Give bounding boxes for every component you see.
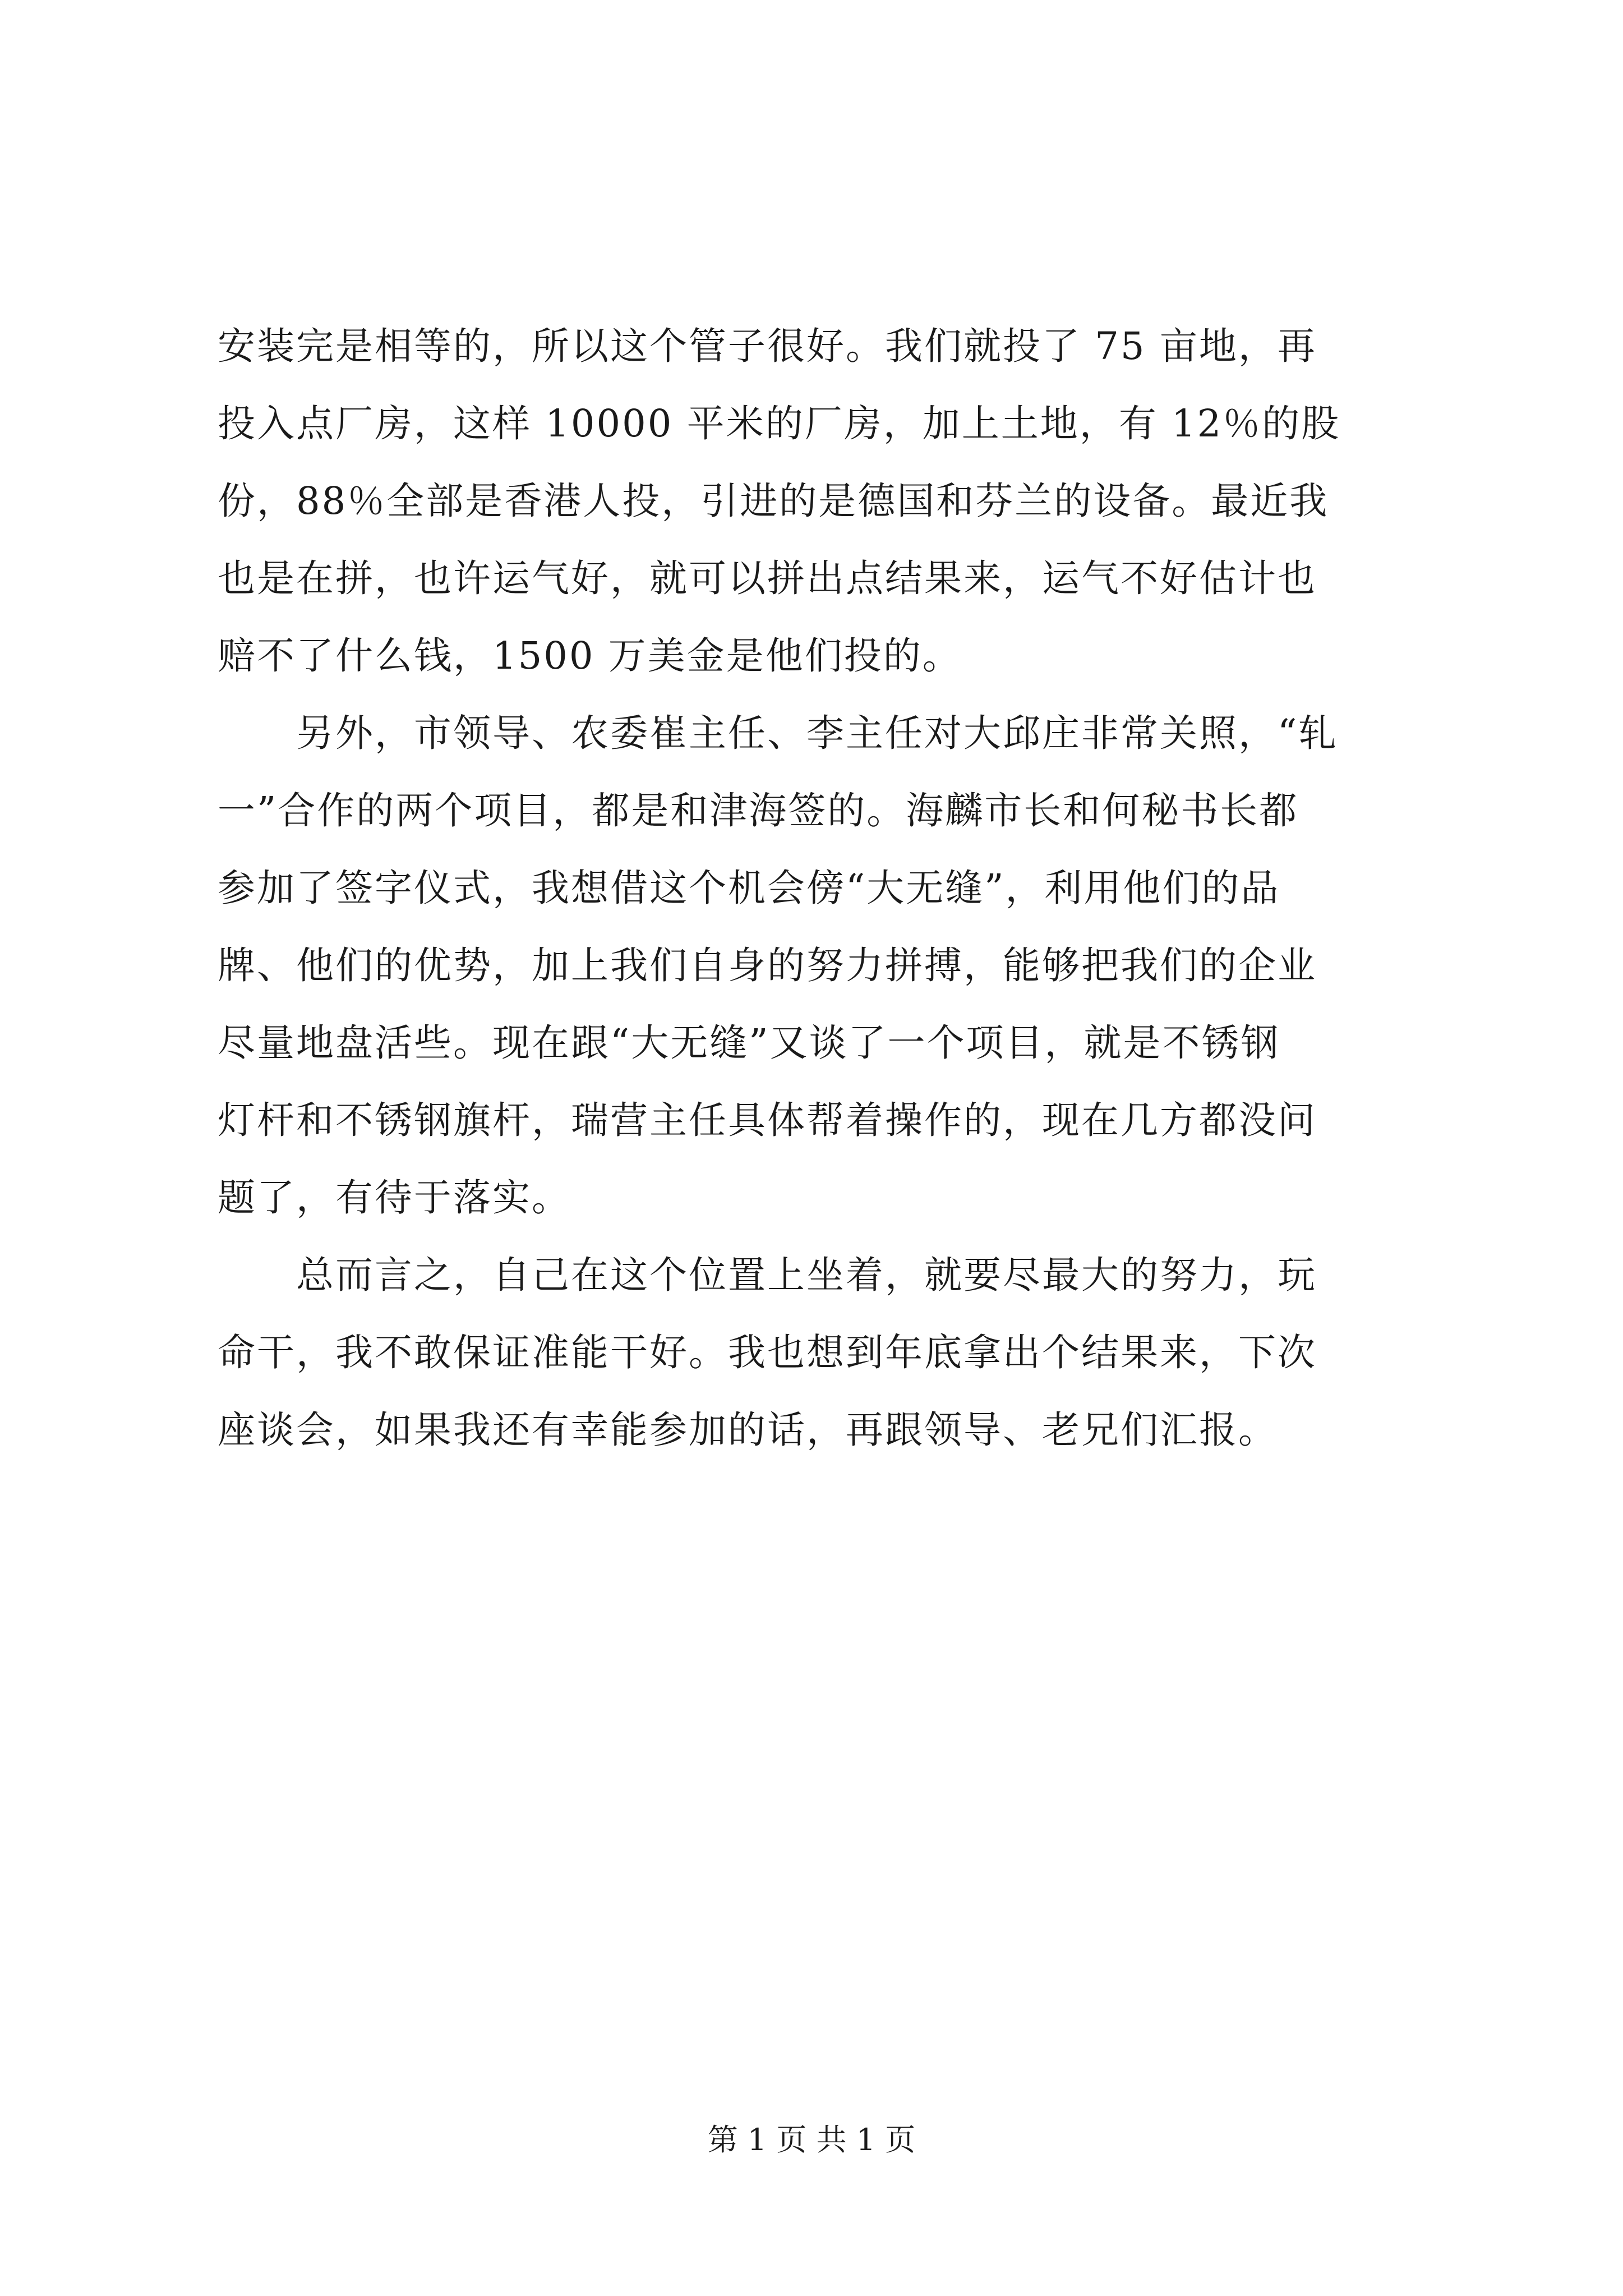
text-line: 尽量地盘活些。现在跟“大无缝”又谈了一个项目，就是不锈钢 — [218, 1021, 1280, 1065]
paragraph — [218, 307, 1423, 694]
text-line: 命干，我不敢保证准能干好。我也想到年底拿出个结果来，下次 — [218, 1331, 1317, 1374]
page-footer: 第 1 页 共 1 页 — [707, 2122, 916, 2157]
text-line: 座谈会，如果我还有幸能参加的话，再跟领导、老兄们汇报。 — [218, 1408, 1278, 1452]
text-line: 总而言之，自己在这个位置上坐着，就要尽最大的努力，玩 — [296, 1253, 1317, 1297]
text-line: 牌、他们的优势，加上我们自身的努力拼搏，能够把我们的企业 — [218, 944, 1317, 987]
text-line: 份，88％全部是香港人投，引进的是德国和芬兰的设备。最近我 — [218, 479, 1329, 523]
text-line: 灯杆和不锈钢旗杆，瑞营主任具体帮着操作的，现在几方都没问 — [218, 1098, 1317, 1142]
text-line: 赔不了什么钱，1500 万美金是他们投的。 — [218, 634, 962, 678]
paragraph — [218, 1236, 1423, 1469]
text-line: 安装完是相等的，所以这个管子很好。我们就投了 75 亩地，再 — [218, 324, 1317, 368]
text-line: 一”合作的两个项目，都是和津海签的。海麟市长和何秘书长都 — [218, 789, 1299, 832]
text-line: 另外，市领导、农委崔主任、李主任对大邱庄非常关照，“轧 — [296, 711, 1338, 755]
document-body — [218, 307, 1423, 1469]
text-line: 题了，有待于落实。 — [218, 1176, 571, 1220]
text-line: 投入点厂房，这样 10000 平米的厂房，加上土地，有 12％的股 — [218, 402, 1341, 445]
text-line: 也是在拼，也许运气好，就可以拼出点结果来，运气不好估计也 — [218, 556, 1317, 600]
paragraph — [218, 694, 1423, 1236]
text-line: 参加了签字仪式，我想借这个机会傍“大无缝”，利用他们的品 — [218, 866, 1280, 910]
